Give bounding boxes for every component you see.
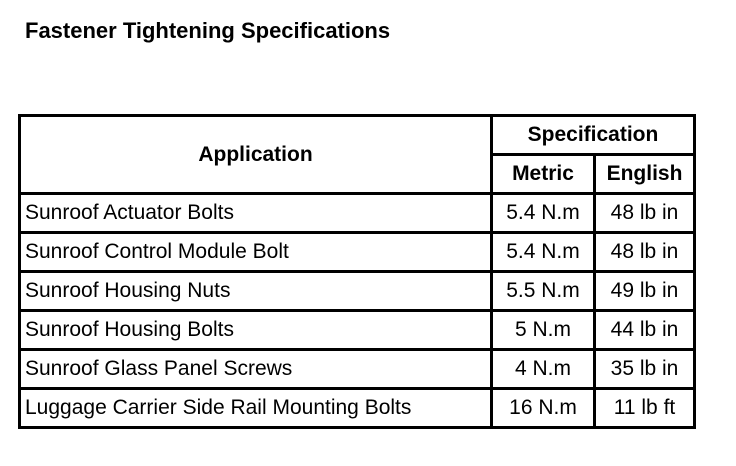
table-row: [20, 389, 695, 428]
table-row: [20, 233, 695, 272]
column-header-application: Application: [20, 116, 492, 194]
cell-application: Sunroof Housing Bolts: [20, 311, 492, 350]
cell-application: Sunroof Control Module Bolt: [20, 233, 492, 272]
table-body: [20, 194, 695, 428]
cell-application: Sunroof Housing Nuts: [20, 272, 492, 311]
cell-application: Luggage Carrier Side Rail Mounting Bolts: [20, 389, 492, 428]
specification-table: [18, 114, 696, 429]
cell-metric: 5.4 N.m: [492, 194, 595, 233]
table-row: [20, 272, 695, 311]
cell-english: 48 lb in: [595, 233, 695, 272]
table-row: [20, 311, 695, 350]
cell-english: 35 lb in: [595, 350, 695, 389]
cell-english: 48 lb in: [595, 194, 695, 233]
cell-english: 11 lb ft: [595, 389, 695, 428]
cell-application: Sunroof Actuator Bolts: [20, 194, 492, 233]
page-title: Fastener Tightening Specifications: [25, 18, 391, 43]
column-header-english: English: [595, 155, 695, 194]
table-row: [20, 194, 695, 233]
cell-english: 49 lb in: [595, 272, 695, 311]
cell-application: Sunroof Glass Panel Screws: [20, 350, 492, 389]
cell-english: 44 lb in: [595, 311, 695, 350]
table-row: [20, 350, 695, 389]
table-header: [20, 116, 695, 194]
cell-metric: 5.5 N.m: [492, 272, 595, 311]
column-header-metric: Metric: [492, 155, 595, 194]
column-header-specification: Specification: [492, 116, 695, 155]
cell-metric: 4 N.m: [492, 350, 595, 389]
header-row-top: [20, 116, 695, 155]
cell-metric: 5.4 N.m: [492, 233, 595, 272]
cell-metric: 16 N.m: [492, 389, 595, 428]
cell-metric: 5 N.m: [492, 311, 595, 350]
